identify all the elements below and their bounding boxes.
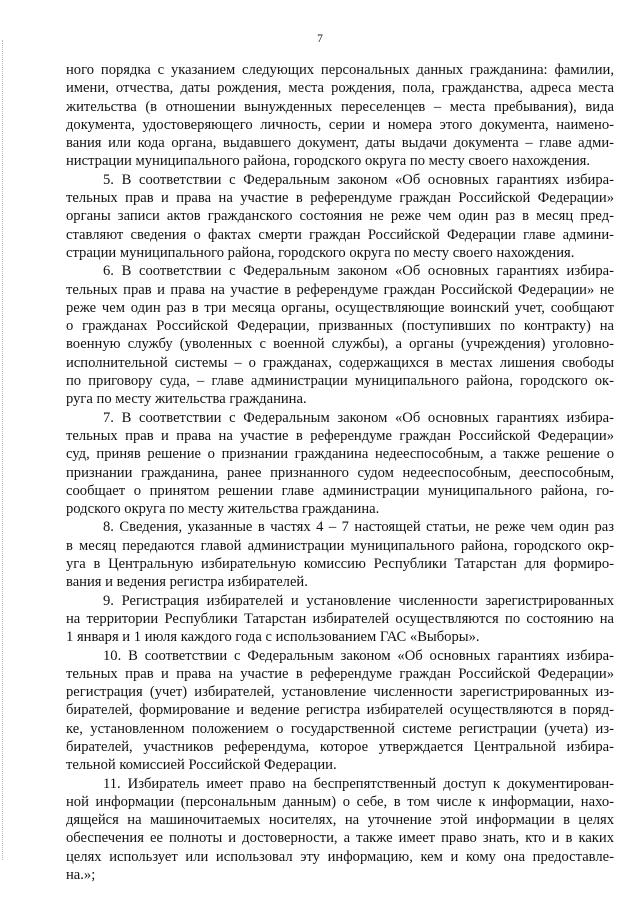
text-line: суд, приняв решение о признании гражданина недееспособным, а также решение о [66,446,614,463]
text-line: имени, отчества, даты рождения, места рождения, пола, гражданства, адреса места [66,80,614,97]
text-line: по приговору суда, – главе администрации муниципального района, городского ок- [66,373,614,390]
text-line: ного порядка с указанием следующих персональных данных гражданина: фамилии, [66,62,614,78]
text-line: тельных прав и права на участие в референдуме граждан Российской Федерации» [66,427,614,444]
page-number: 7 [317,33,323,45]
paragraph-item-10 [66,647,614,775]
text-line: 10. В соответствии с Федеральным законом «Об основных гарантиях избира- [103,647,614,664]
text-line: ке, установленном положением о государственной системе регистрации (учета) из- [66,720,614,737]
text-line: сообщает о принятом решении главе администрации муниципального района, го- [66,482,614,499]
text-line: дящейся на машиночитаемых носителях, на уточнение этой информации в целях [66,812,614,829]
paragraph-item-11 [66,775,614,885]
text-line: о гражданах Российской Федерации, призванных (поступивших по контракту) на [66,318,614,335]
text-line: 7. В соответствии с Федеральным законом «Об основных гарантиях избира- [103,409,614,426]
text-line: бирателей, участников референдума, которое утверждается Центральной избира- [66,738,614,755]
text-line: обеспечения ее полноты и достоверности, а также имеет право знать, кто и в каких [66,830,614,847]
text-line: страции муниципального района, городского округа по месту своего нахождения. [66,244,575,261]
text-line: родского округа по месту жительства гражданина. [66,501,380,518]
text-line: документа, удостоверяющего личность, серии и номера этого документа, наимено- [66,116,614,133]
paragraph-item-6 [66,262,614,408]
text-line: тельных прав и права на участие в референдуме граждан Российской Федерации» [66,665,614,682]
text-line: на.»; [66,867,96,884]
text-line: на территории Республики Татарстан избирателей осуществляются по состоянию на [66,610,614,627]
text-line: целях использует или использовал эту информацию, кем и кому она предоставле- [66,848,614,865]
text-line: тельных прав и права на участие в референдуме граждан Российской Федерации» [66,190,614,207]
text-line: нистрации муниципального района, городского округа по месту своего нахождения. [66,153,591,170]
paragraph-continuation [66,61,614,171]
text-line: руга по месту жительства гражданина. [66,391,307,408]
text-line: в месяц передаются главой администрации муниципального района, городского окр- [66,537,614,554]
text-line: 11. Избиратель имеет право на беспрепятственный доступ к документирован- [103,775,614,792]
text-line: тельных прав и права на участие в референдуме граждан Российской Федерации» не [66,281,614,298]
paragraph-item-8 [66,518,614,591]
paragraph-item-9 [66,592,614,647]
text-line: 9. Регистрация избирателей и установление численности зарегистрированных [103,592,614,609]
paragraph-item-7 [66,409,614,519]
document-text [66,61,614,884]
text-line: вания или кода органа, выдавшего документ, даты выдачи документа – главе адми- [66,135,614,152]
text-line: вания и ведения регистра избирателей. [66,574,308,591]
scan-edge-marks [2,40,4,860]
text-line: бирателей, формирование и ведение регистра избирателей осуществляются в поряд- [66,702,614,719]
paragraph-item-5 [66,171,614,262]
text-line: 8. Сведения, указанные в частях 4 – 7 настоящей статьи, не реже чем один раз [103,519,614,536]
text-line: исполнительной системы – о гражданах, содержащихся в местах лишения свободы [66,354,614,371]
text-line: ставляют сведения о фактах смерти граждан Российской Федерации главе админи- [66,226,614,243]
text-line: ной информации (персональным данным) о себе, в том числе к информации, нахо- [66,793,614,810]
text-line: тельной комиссией Российской Федерации. [66,757,337,774]
text-line: признании гражданина, ранее признанного судом недееспособным, дееспособным, [66,464,614,481]
text-line: органы записи актов гражданского состояния не реже чем один раз в месяц пред- [66,208,614,225]
text-line: уга в Центральную избирательную комиссию Республики Татарстан для формиро- [66,556,614,573]
text-line: жительства (в отношении вынужденных переселенцев – места пребывания), вида [66,98,614,115]
text-line: 5. В соответствии с Федеральным законом «Об основных гарантиях избира- [103,171,614,188]
text-line: 1 января и 1 июля каждого года с использованием ГАС «Выборы». [66,629,480,646]
text-line: реже чем один раз в три месяца органы, осуществляющие воинский учет, сообщают [66,299,614,316]
text-line: военную службу (уволенных с военной службы), а органы (учреждения) уголовно- [66,336,614,353]
text-line: 6. В соответствии с Федеральным законом «Об основных гарантиях избира- [103,263,614,280]
text-line: регистрация (учет) избирателей, установление численности зарегистрированных из- [66,684,614,701]
